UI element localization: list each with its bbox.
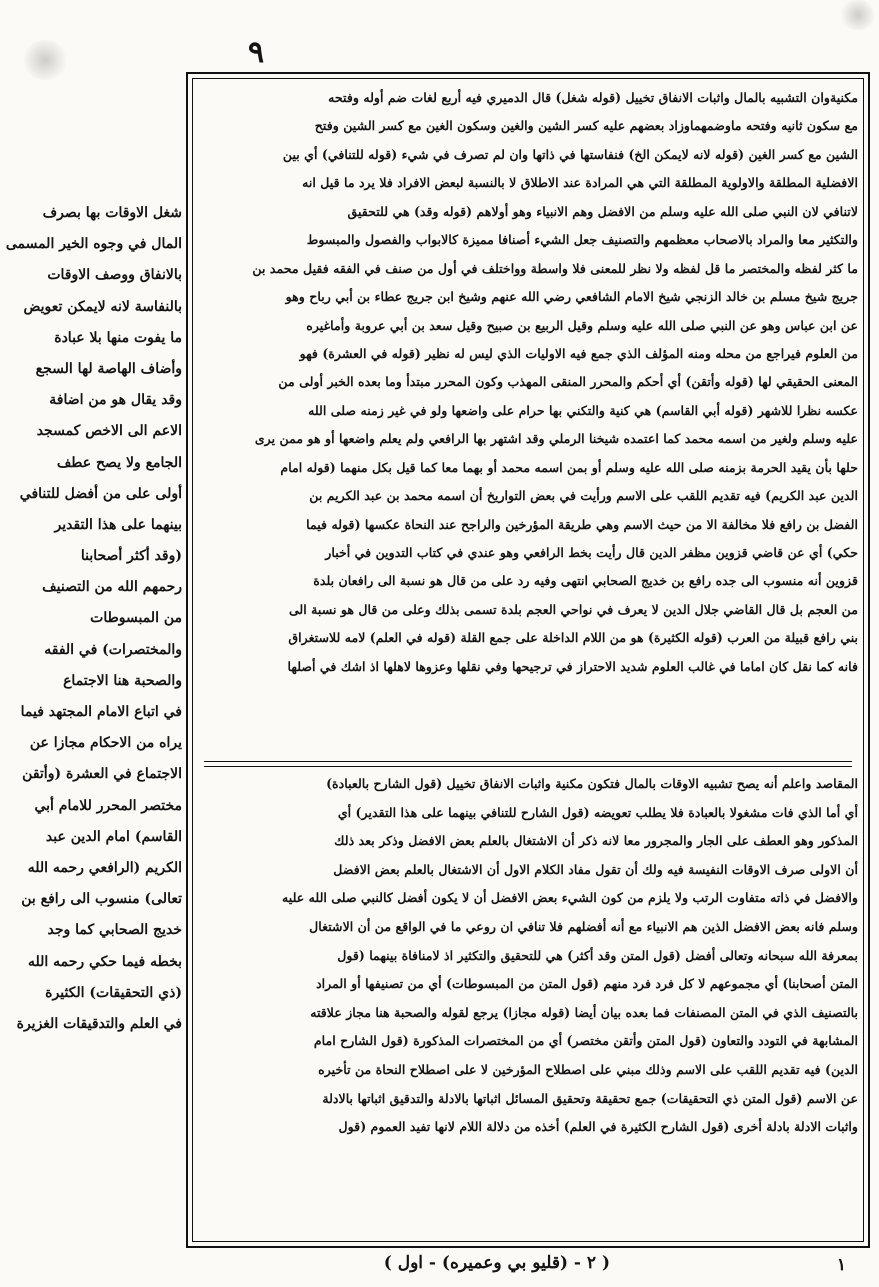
- commentary-line: بمعرفة الله سبحانه وتعالى أفضل (قول المتن وقد أكثر) هي للتحقيق والتكثير اذ لامنافاة بينهما (قول: [337, 947, 858, 963]
- main-text-line: من العجم بل قال القاضي جلال الدين لا يعرف في نواحي العجم بلدة تسمى بذلك وعلى من قال هو نسبة الى: [288, 601, 858, 617]
- page-footer: [186, 1249, 870, 1283]
- margin-text-line: القاسم) امام الدين عبد: [45, 828, 182, 845]
- margin-text-line: والصحبة هنا الاجتماع: [63, 672, 182, 689]
- commentary-line: الدين) فيه تقديم اللقب على الاسم وذلك مبني على اصطلاح المؤرخين لا على اصطلاح النحاة من تأخيره: [318, 1061, 858, 1077]
- margin-text-line: (وقد أكثر أصحابنا: [80, 548, 182, 565]
- main-text-line: الشين مع كسر الغين (قوله لانه لايمكن الخ) فنفاستها في ذاتها وان لم تصرف في شيء (قوله للتنافي) أي بين: [282, 146, 858, 162]
- main-text-line: قزوين أنه منسوب الى جده رافع بن خديج الصحابي انتهى وفيه رد على من قال هو نسبة الى رافعان بلدة: [313, 573, 858, 589]
- commentary-line: والافضل في ذاته متفاوت الرتب ولا يلزم من كون الشيء بعض الافضل أن لا يكون أفضل كالنبي صلى الله عليه: [282, 890, 858, 906]
- margin-text-line: (ذي التحقيقات) الكثيرة: [45, 984, 182, 1001]
- main-text-line: الفضل بن رافع فلا مخالفة الا من حيث الاسم وهي طريقة المؤرخين والراجح عند النحاة عكسها (قوله فيما: [306, 516, 858, 532]
- margin-text-line: ما يفوت منها بلا عبادة: [54, 329, 182, 346]
- commentary-line: المتن أصحابنا) أي مجموعهم لا كل فرد فرد منهم (قول المتن من المبسوطات) أي من تصنيفها أو المراد: [316, 976, 858, 992]
- commentary-line: وسلم فانه بعض الافضل الذين هم الانبياء مع أنه أفضلهم فلا تنافي ان روعي ما في الواقع من أن الاشتغال: [309, 918, 858, 934]
- commentary-line: بالتصنيف الذي في المتن المصنفات فما بعده بيان أيضا (قوله مجازا) يرجع لقوله والصحبة هنا مجاز علاقته: [310, 1004, 858, 1020]
- main-text-line: جريج شيخ مسلم بن خالد الزنجي شيخ الامام الشافعي رضي الله عنهم وشيخ ابن جريج عطاء بن أبي رباح وهو: [285, 289, 858, 305]
- margin-text-line: في اتباع الامام المجتهد فيما: [20, 704, 182, 720]
- main-text-line: حكي) أي عن قاضي قزوين مظفر الدين قال رأيت بخط الرافعي وهو عندي في كتاب التدوين في أخبار: [325, 545, 858, 560]
- margin-text-line: الجامع ولا يصح عطف: [56, 454, 182, 471]
- margin-text-line: بينهما على هذا التقدير: [54, 516, 182, 533]
- margin-text-line: وقد يقال هو من اضافة: [49, 392, 182, 409]
- margin-text-line: المال في وجوه الخير المسمى: [6, 236, 182, 253]
- margin-text-line: أولى على من أفضل للتنافي: [19, 485, 182, 502]
- commentary-line: عن الاسم (قول المتن ذي التحقيقات) جمع تحقيقة وتحقيق المسائل اثباتها بالادلة والتدقيق اثباتها بالادلة: [322, 1090, 858, 1106]
- main-text-line: الدين عبد الكريم) فيه تقديم اللقب على الاسم ورأيت في بعض التواريخ أن اسمه محمد بن عبد الكريم بن: [309, 488, 858, 504]
- footer-page-number: ١: [836, 1255, 846, 1275]
- margin-text-block: [6, 198, 182, 1040]
- main-text-line: عن ابن عباس وهو عن النبي صلى الله عليه وسلم وقيل الربيع بن صبيح وقيل سعد بن أبي عروبة وأماغيره: [306, 317, 858, 333]
- main-text-line: المعنى الحقيقي لها (قوله وأتقن) أي أحكم والمحرر المنقى المهذب وكون المحرر مبتدأ وما بعده الخبر أولى من: [278, 374, 858, 390]
- margin-text-line: شغل الاوقات بها بصرف: [42, 205, 182, 221]
- margin-text-line: خديج الصحابي كما وجد: [47, 922, 182, 939]
- margin-text-line: والمختصرات) في الفقه: [44, 641, 182, 658]
- margin-text-line: بالانفاق ووصف الاوقات: [47, 267, 182, 284]
- margin-text-line: في العلم والتدقيقات الغزيرة: [16, 1015, 182, 1032]
- main-text-line: والتكثير معا والمراد بالاصحاب معظمهم والتصنيف جعل الشيء أصنافا مميزة كالابواب والفصول والمبسوط: [306, 232, 858, 248]
- margin-text-line: من المبسوطات: [90, 610, 182, 627]
- main-text-block: [198, 84, 858, 681]
- main-text-line: من العلوم فيراجع من محله ومنه المؤلف الذي جمع فيه الاوليات الذي ليس له نظير (قوله في العشرة) فهو: [299, 345, 858, 361]
- margin-text-line: الاجتماع في العشرة (وأتقن: [22, 766, 182, 783]
- main-text-line: الافضلية المطلقة والاولوية المطلقة التي هي المرادة عند الاطلاق لا بالنسبة لبعض الافراد فلا يرد ما قيل انه: [302, 175, 858, 191]
- footer-signature: ( ٢ - (قليو بي وعميره) - اول ): [383, 1253, 610, 1273]
- margin-text-line: تعالى) منسوب الى رافع بن: [21, 891, 182, 908]
- main-text-line: ما كثر لفظه والمختصر ما قل لفظه ولا نظر للمعنى فلا واسطة وواختلف في أول من صنف في الفقه فقيل محمد بن: [252, 260, 858, 276]
- margin-text-line: مختصر المحرر للامام أبي: [34, 797, 182, 814]
- page-number: ٩: [247, 35, 265, 70]
- main-text-line: مع سكون ثانيه وفتحه ماوضمهماوزاد بعضهم عليه كسر الشين والغين وسكون الغين مع كسر الشين وفتح: [314, 118, 858, 134]
- commentary-line: المشابهة في التودد والتعاون (قول المتن وأتقن مختصر) أي من المختصرات المذكورة (قول الشارح امام: [313, 1033, 858, 1049]
- commentary-line: المقاصد واعلم أنه يصح تشبيه الاوقات بالمال فتكون مكنية واثبات الانفاق تخييل (قول الشارح بالعبادة): [326, 776, 858, 791]
- margin-text-line: الكريم (الرافعي رحمه الله: [27, 859, 182, 876]
- main-text-line: بني رافع قبيلة من العرب (قوله الكثيرة) هو من اللام الداخلة على جمع القلة (قوله في العلم) لامه للاستغراق: [288, 630, 858, 646]
- ink-smudge: [20, 40, 70, 80]
- main-text-line: عليه وسلم ولغير من اسمه محمد كما اعتمده شيخنا الرملي وقد اشتهر بها الرافعي ولم يعلم واضعها أو هو ممن يرى: [254, 431, 858, 447]
- margin-text-line: يراه من الاحكام مجازا عن: [29, 735, 182, 752]
- commentary-line: واثبات الادلة بادلة أخرى (قول الشارح الكثيرة في العلم) أخذه من دلالة اللام لانها تفيد العموم (قول: [338, 1119, 858, 1135]
- margin-text-line: رحمهم الله من التصنيف: [42, 579, 182, 596]
- main-text-line: مكنيةوان التشبيه بالمال واثبات الانفاق تخييل (قوله شغل) قال الدميري فيه أربع لغات ضم أوله وفتحه: [328, 90, 858, 105]
- margin-text-line: بخطه فيما حكي رحمه الله: [27, 953, 182, 970]
- main-text-line: حلها بأن يقيد الحرمة بزمنه صلى الله عليه وسلم أو بمن اسمه محمد أو بهما معا كما قيل بكل منهما (قوله امام: [280, 459, 858, 475]
- margin-text-line: الاعم الى الاخص كمسجد: [36, 423, 182, 440]
- commentary-line: أن الاولى صرف الاوقات النفيسة فيه ولك أن تقول مفاد الكلام الاول أن الاشتغال بالعلم بعض الافضل: [333, 861, 858, 877]
- section-divider: [204, 766, 852, 767]
- commentary-line: أي أما الذي فات مشغولا بالعبادة فلا يطلب تعويضه (قول الشارح للتنافي بينهما على هذا التقدير) أي: [337, 804, 858, 820]
- margin-text-line: بالنفاسة لانه لايمكن تعويض: [23, 298, 182, 315]
- main-text-line: لاتنافي لان النبي صلى الله عليه وسلم من الافضل وهم الانبياء وهو أولاهم (قوله وقد) هي للتحقيق: [347, 203, 858, 219]
- main-text-line: عكسه نظرا للاشهر (قوله أبي القاسم) هي كنية والتكني بها حرام على واضعها ولو في غير زمنه صلى الله: [308, 402, 858, 418]
- commentary-line: المذكور وهو العطف على الجار والمجرور معا لانه ذكر أن الاشتغال بالعلم بعض الافضل وذكر بعد ذلك: [334, 833, 858, 849]
- main-text-line: فانه كما نقل كان اماما في غالب العلوم شديد الاحتراز في ترجيحها وفي نقلها وعزوها لاهلها اذ اشك في أصلها: [287, 658, 858, 674]
- margin-text-line: وأضاف الهاصة لها السجع: [35, 360, 182, 377]
- section-divider: [204, 761, 852, 762]
- ink-smudge: [838, 0, 878, 30]
- commentary-text-block: [198, 770, 858, 1142]
